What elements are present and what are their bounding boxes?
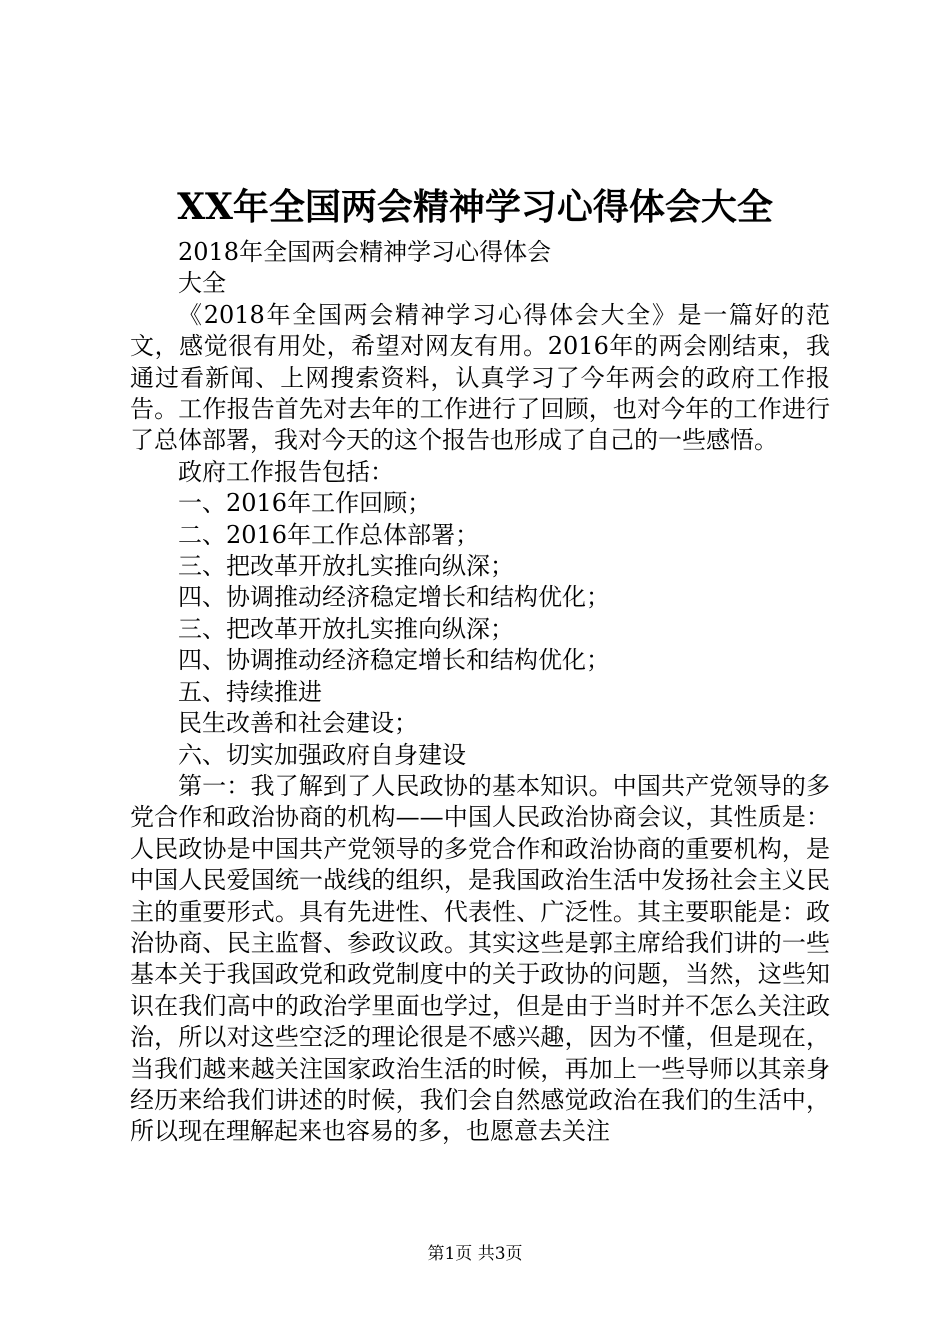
report-intro: 政府工作报告包括： [178, 457, 394, 486]
list-item: 六、切实加强政府自身建设 [178, 740, 466, 769]
list-item: 民生改善和社会建设； [178, 709, 418, 738]
subtitle-line-2: 大全 [178, 269, 226, 298]
list-item: 五、持续推进 [178, 677, 322, 706]
list-item: 三、把改革开放扎实推向纵深； [178, 552, 514, 581]
subtitle-line-1: 2018年全国两会精神学习心得体会 [178, 238, 552, 266]
document-body [130, 237, 830, 1148]
document-title: XX年全国两会精神学习心得体会大全 [177, 186, 773, 228]
list-item: 一、2016年工作回顾； [178, 489, 432, 518]
list-item: 四、协调推动经济稳定增长和结构优化； [178, 646, 610, 675]
list-item: 三、把改革开放扎实推向纵深； [178, 614, 514, 643]
page-footer: 第1页 共3页 [427, 1244, 523, 1264]
list-item: 四、协调推动经济稳定增长和结构优化； [178, 583, 610, 612]
intro-paragraph: 《2018年全国两会精神学习心得体会大全》是一篇好的范文，感觉很有用处，希望对网友有用。2016年的两会刚结束，我通过看新闻、上网搜索资料，认真学习了今年两会的政府工作报告。工作报告首先对去年的工作进行了回顾，也对今年的工作进行了总体部署，我对今天的这个报告也形成了自己的一些感悟。 [130, 300, 830, 455]
list-item: 二、2016年工作总体部署； [178, 520, 480, 549]
report-items-list [130, 488, 830, 771]
main-paragraph: 第一：我了解到了人民政协的基本知识。中国共产党领导的多党合作和政治协商的机构——中国人民政治协商会议，其性质是：人民政协是中国共产党领导的多党合作和政治协商的重要机构，是中国人民爱国统一战线的组织，是我国政治生活中发扬社会主义民主的重要形式。具有先进性、代表性、广泛性。其主要职能是：政治协商、民主监督、参政议政。其实这些是郭主席给我们讲的一些基本关于我国政党和政党制度中的关于政协的问题，当然，这些知识在我们高中的政治学里面也学过，但是由于当时并不怎么关注政治，所以对这些空泛的理论很是不感兴趣，因为不懂，但是现在，当我们越来越关注国家政治生活的时候，再加上一些导师以其亲身经历来给我们讲述的时候，我们会自然感觉政治在我们的生活中，所以现在理解起来也容易的多，也愿意去关注 [130, 771, 830, 1146]
